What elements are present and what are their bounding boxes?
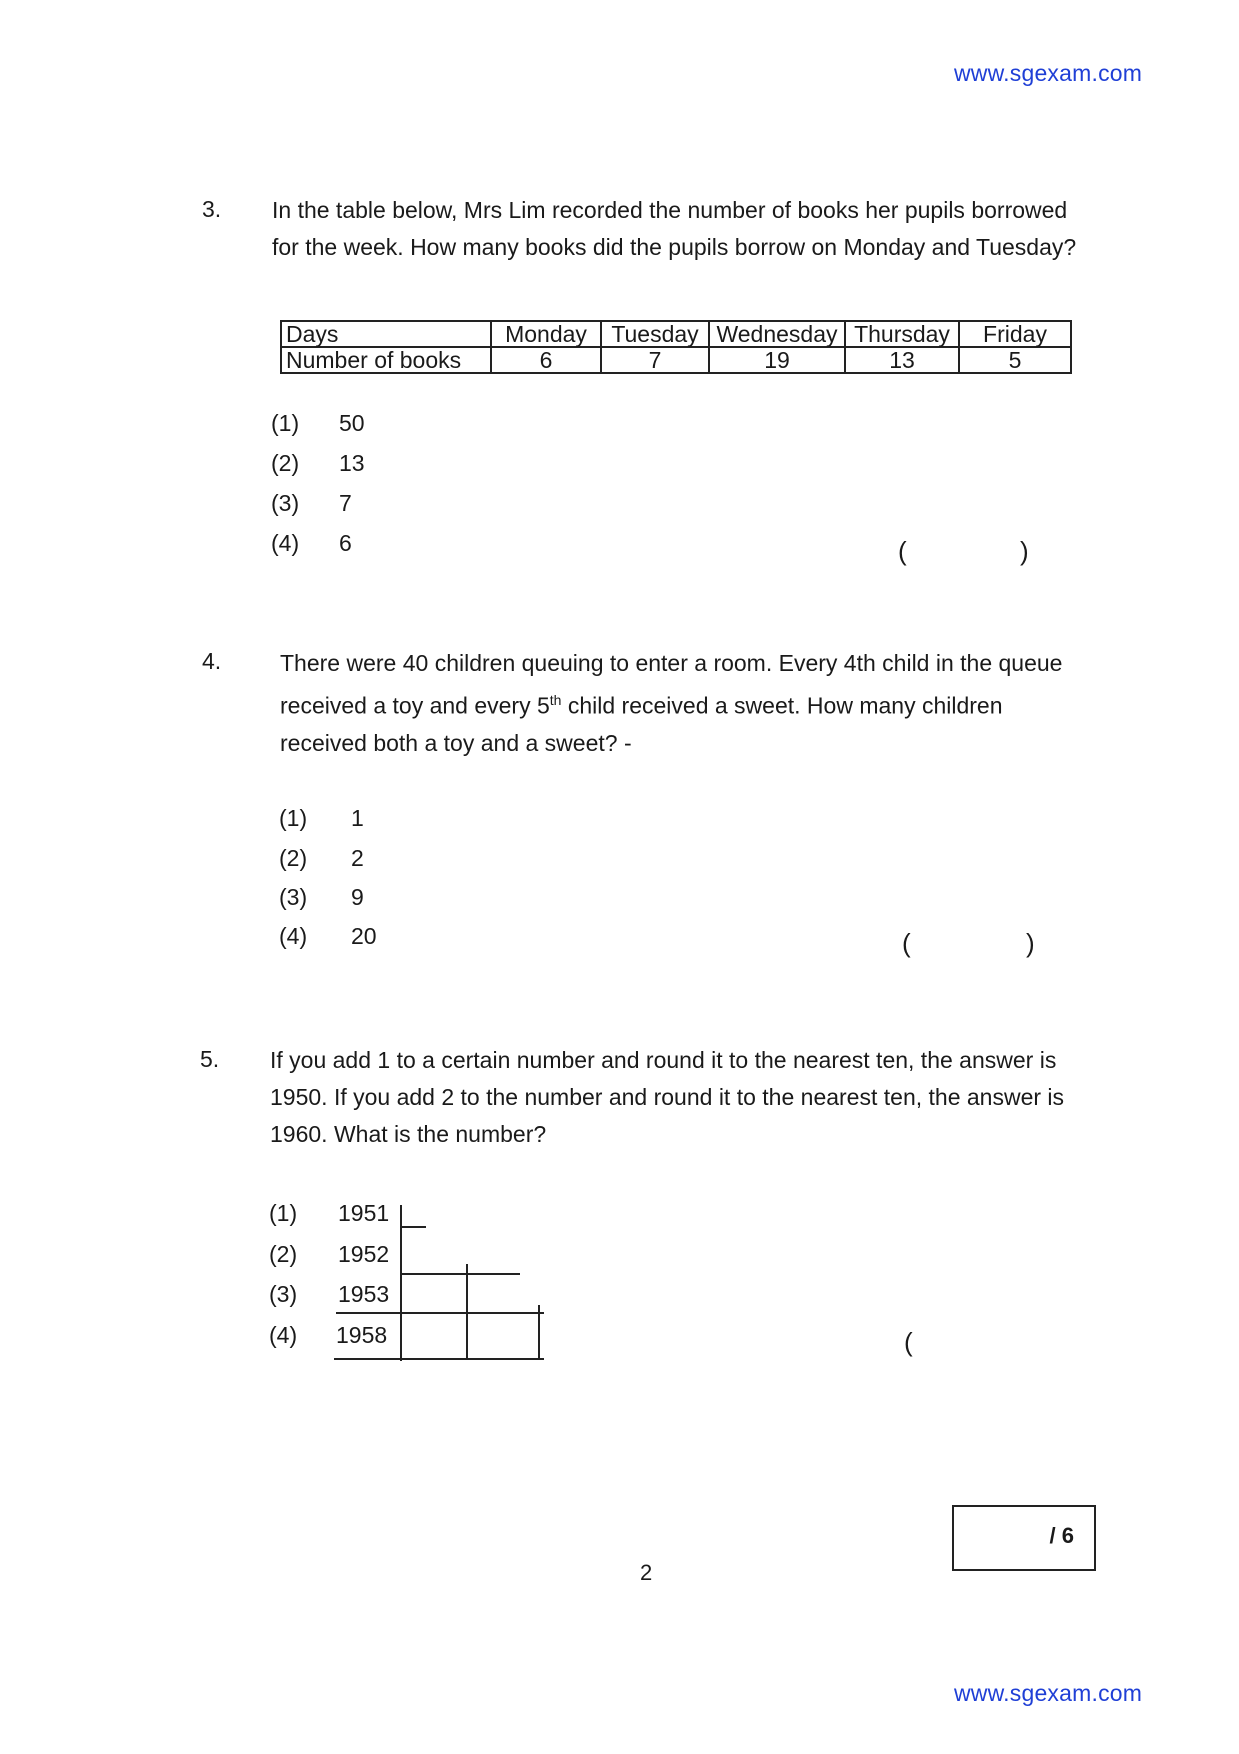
question-4-text (280, 645, 1080, 762)
q3-answer-open-paren[interactable]: ( (898, 536, 907, 566)
q3-option-4-value: 6 (339, 530, 352, 556)
table-header-cell: Tuesday (601, 321, 709, 347)
working-line-horizontal-4 (334, 1358, 544, 1360)
question-3-text: In the table below, Mrs Lim recorded the number of books her pupils borrowed for the week. How many books did the pupils borrow on Monday and Tuesday? (272, 197, 1077, 260)
table-header-cell: Friday (959, 321, 1071, 347)
q5-option-3-value: 1953 (338, 1281, 390, 1307)
page-number: 2 (640, 1560, 653, 1585)
q5-option-2-value: 1952 (338, 1241, 390, 1267)
table-row (281, 347, 1071, 373)
q3-option-3-value: 7 (339, 490, 352, 516)
question-4-superscript: th (549, 692, 562, 708)
working-line-vertical-3 (538, 1305, 540, 1360)
q3-option-1-label: (1) (271, 410, 300, 436)
q5-option-1-value: 1951 (338, 1200, 390, 1226)
table-row (281, 321, 1071, 347)
table-header-cell: Monday (491, 321, 601, 347)
books-table (280, 320, 1072, 374)
q3-option-2-value: 13 (339, 450, 365, 476)
footer-site-link[interactable]: www.sgexam.com (954, 1680, 1143, 1706)
table-cell: 7 (601, 347, 709, 373)
q3-answer-close-paren[interactable]: ) (1020, 536, 1029, 566)
q3-option-2-label: (2) (271, 450, 300, 476)
q3-option-4-label: (4) (271, 530, 300, 556)
score-box (952, 1505, 1096, 1571)
q5-option-3-label: (3) (269, 1281, 298, 1307)
q4-option-1-value: 1 (351, 805, 364, 831)
table-header-cell: Wednesday (709, 321, 845, 347)
question-4-text-part2: child received a sweet. How many children received both a toy and a sweet? - (280, 692, 1003, 756)
q5-option-1-label: (1) (269, 1200, 298, 1226)
working-line-horizontal-1 (402, 1226, 426, 1228)
table-cell: Number of books (281, 347, 491, 373)
q4-option-4-label: (4) (279, 923, 308, 949)
question-5-text: If you add 1 to a certain number and round it to the nearest ten, the answer is 1950. If you add 2 to the number and round it to the nearest ten, the answer is 1960. What is the number? (270, 1047, 1065, 1147)
table-header-cell: Days (281, 321, 491, 347)
q5-option-4-value: 1958 (336, 1322, 388, 1348)
working-line-vertical-1 (400, 1205, 402, 1361)
question-4-number: 4. (202, 648, 222, 674)
table-cell: 19 (709, 347, 845, 373)
q3-option-3-label: (3) (271, 490, 300, 516)
q4-option-1-label: (1) (279, 805, 308, 831)
q4-option-3-value: 9 (351, 884, 364, 910)
table-cell: 13 (845, 347, 959, 373)
q4-answer-open-paren[interactable]: ( (902, 928, 911, 958)
q4-option-2-label: (2) (279, 845, 308, 871)
question-3-number: 3. (202, 196, 222, 222)
header-site-link[interactable]: www.sgexam.com (954, 60, 1143, 86)
working-line-horizontal-3 (336, 1312, 544, 1314)
q4-option-2-value: 2 (351, 845, 364, 871)
table-cell: 6 (491, 347, 601, 373)
q4-option-3-label: (3) (279, 884, 308, 910)
question-5-number: 5. (200, 1046, 220, 1072)
question-4-text-part1: There were 40 children queuing to enter a room. Every 4th child in the queue received a toy and every 5 (280, 650, 1063, 719)
q5-option-4-label: (4) (269, 1322, 298, 1348)
q5-option-2-label: (2) (269, 1241, 298, 1267)
working-line-horizontal-2 (400, 1273, 520, 1275)
table-cell: 5 (959, 347, 1071, 373)
score-text: / 6 (1049, 1523, 1074, 1548)
table-header-cell: Thursday (845, 321, 959, 347)
q4-answer-close-paren[interactable]: ) (1026, 928, 1035, 958)
q3-option-1-value: 50 (339, 410, 365, 436)
q5-answer-open-paren[interactable]: ( (904, 1327, 913, 1357)
q4-option-4-value: 20 (351, 923, 377, 949)
